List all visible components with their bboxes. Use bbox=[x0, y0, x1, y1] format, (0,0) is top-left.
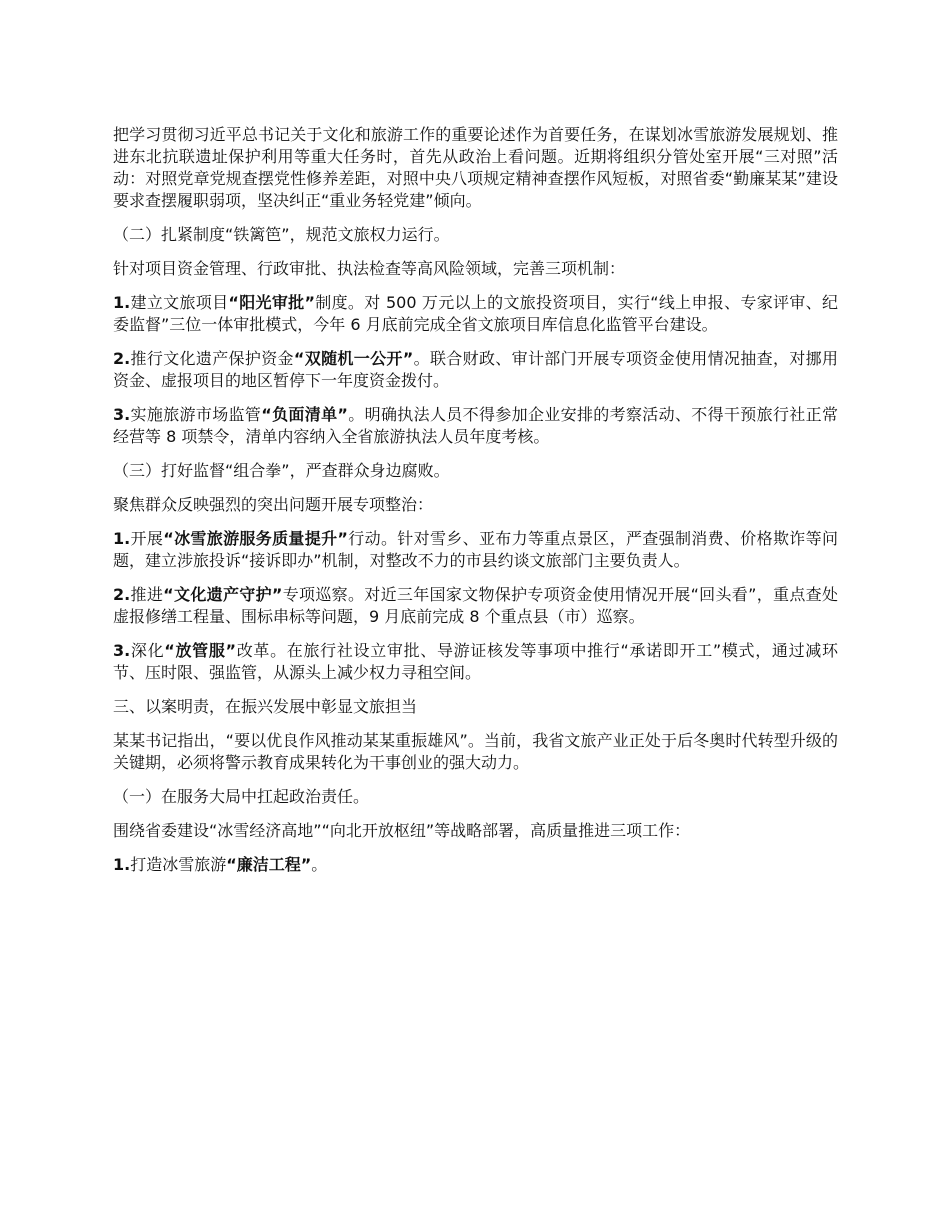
item-text: 打造冰雪旅游 bbox=[130, 855, 227, 874]
item-keyword: “冰雪旅游服务质量提升” bbox=[163, 529, 348, 548]
paragraph-text: （一）在服务大局中扛起政治责任。 bbox=[113, 787, 370, 806]
list-item-clean-project bbox=[113, 854, 838, 876]
item-rest: 制度。对 500 万元以上的文旅投资项目，实行“线上申报、专家评审、纪委监督”三位一体审批模式，今年 6 月底前完成全省文旅项目库信息化监管平台建设。 bbox=[113, 293, 838, 334]
paragraph-text: （二）扎紧制度“铁篱笆”，规范文旅权力运行。 bbox=[113, 225, 450, 244]
section-heading-3 bbox=[113, 460, 838, 482]
item-number: 1. bbox=[113, 293, 131, 312]
item-number: 3. bbox=[113, 405, 131, 424]
list-item-heritage-guard bbox=[113, 584, 838, 628]
item-keyword: “文化遗产守护” bbox=[163, 585, 283, 604]
item-keyword: “放管服” bbox=[164, 641, 237, 660]
list-item-ice-snow-service bbox=[113, 528, 838, 572]
item-number: 2. bbox=[113, 585, 131, 604]
item-number: 2. bbox=[113, 349, 131, 368]
paragraph-text: 三、以案明责，在振兴发展中彰显文旅担当 bbox=[113, 697, 418, 716]
paragraph-text: 某某书记指出，“要以优良作风推动某某重振雄风”。当前，我省文旅产业正处于后冬奥时代转型升级的关键期，必须将警示教育成果转化为干事创业的强大动力。 bbox=[113, 731, 838, 772]
section-heading-1 bbox=[113, 786, 838, 808]
paragraph-text: 针对项目资金管理、行政审批、执法检查等高风险领域，完善三项机制： bbox=[113, 259, 626, 278]
item-number: 1. bbox=[113, 529, 131, 548]
item-text: 推进 bbox=[130, 585, 164, 604]
document-body bbox=[113, 124, 838, 888]
item-text: 实施旅游市场监管 bbox=[130, 405, 262, 424]
item-rest: 改革。在旅行社设立审批、导游证核发等事项中推行“承诺即开工”模式，通过减环节、压时限、强监管，从源头上减少权力寻租空间。 bbox=[113, 641, 838, 682]
paragraph-8 bbox=[113, 494, 838, 516]
item-keyword: “阳光审批” bbox=[228, 293, 315, 312]
paragraph-1 bbox=[113, 124, 838, 212]
item-rest: 行动。针对雪乡、亚布力等重点景区，严查强制消费、价格欺诈等问题，建立涉旅投诉“接诉即办”机制，对整改不力的市县约谈文旅部门主要负责人。 bbox=[113, 529, 838, 570]
paragraph-13 bbox=[113, 730, 838, 774]
item-rest: 。 bbox=[311, 855, 328, 874]
item-number: 1. bbox=[113, 855, 131, 874]
item-text: 推行文化遗产保护资金 bbox=[130, 349, 294, 368]
item-keyword: “负面清单” bbox=[261, 405, 348, 424]
item-keyword: “廉洁工程” bbox=[226, 855, 312, 874]
list-item-reform bbox=[113, 640, 838, 684]
item-rest: 。联合财政、审计部门开展专项资金使用情况抽查，对挪用资金、虚报项目的地区暂停下一年度资金拨付。 bbox=[113, 349, 838, 390]
paragraph-text: （三）打好监督“组合拳”，严查群众身边腐败。 bbox=[113, 461, 450, 480]
paragraph-text: 聚焦群众反映强烈的突出问题开展专项整治： bbox=[113, 495, 434, 514]
chapter-heading-3 bbox=[113, 696, 838, 718]
item-text: 建立文旅项目 bbox=[130, 293, 229, 312]
list-item-sunshine-approval bbox=[113, 292, 838, 336]
item-keyword: “双随机一公开” bbox=[293, 349, 414, 368]
list-item-double-random bbox=[113, 348, 838, 392]
paragraph-15 bbox=[113, 820, 838, 842]
item-rest: 。明确执法人员不得参加企业安排的考察活动、不得干预旅行社正常经营等 8 项禁令，清单内容纳入全省旅游执法人员年度考核。 bbox=[113, 405, 838, 446]
list-item-negative-list bbox=[113, 404, 838, 448]
section-heading-2 bbox=[113, 224, 838, 246]
item-text: 深化 bbox=[130, 641, 165, 660]
item-number: 3. bbox=[113, 641, 131, 660]
paragraph-text: 围绕省委建设“冰雪经济高地”“向北开放枢纽”等战略部署，高质量推进三项工作： bbox=[113, 821, 691, 840]
paragraph-text: 把学习贯彻习近平总书记关于文化和旅游工作的重要论述作为首要任务，在谋划冰雪旅游发展规划、推进东北抗联遗址保护利用等重大任务时，首先从政治上看问题。近期将组织分管处室开展“三对照”活动：对照党章党规查摆党性修养差距，对照中央八项规定精神查摆作风短板，对照省委“勤廉某某”建设要求查摆履职弱项，坚决纠正“重业务轻党建”倾向。 bbox=[113, 125, 838, 210]
item-text: 开展 bbox=[130, 529, 164, 548]
paragraph-3 bbox=[113, 258, 838, 280]
item-rest: 专项巡察。对近三年国家文物保护专项资金使用情况开展“回头看”，重点查处虚报修缮工程量、围标串标等问题，9 月底前完成 8 个重点县（市）巡察。 bbox=[113, 585, 838, 626]
